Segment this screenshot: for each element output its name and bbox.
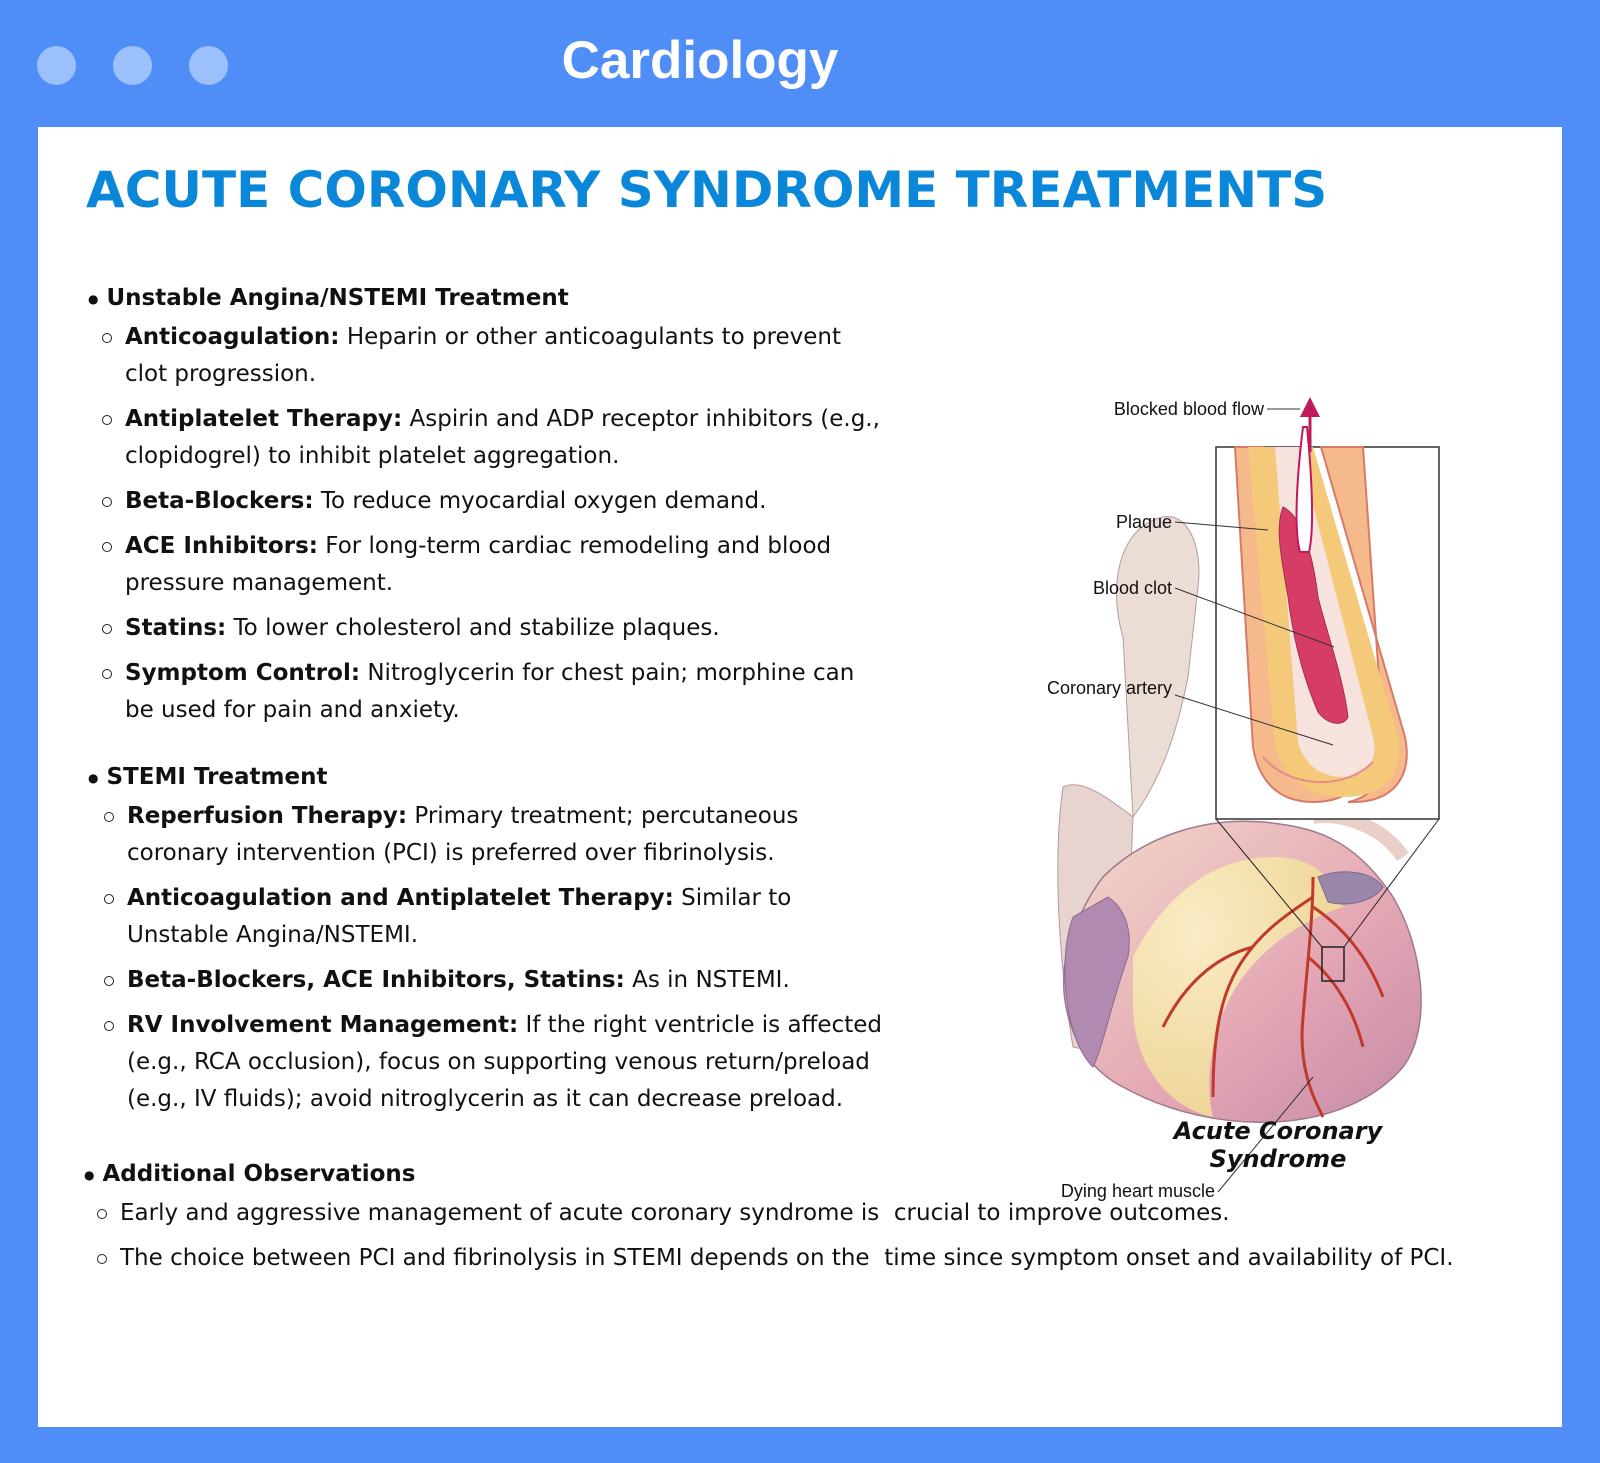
label-plaque: Plaque	[1115, 512, 1172, 532]
item-text: Similar to Unstable Angina/NSTEMI.	[127, 885, 792, 948]
list-item	[101, 1007, 888, 1118]
label-coronary-artery: Coronary artery	[1046, 678, 1172, 698]
title-bar	[0, 0, 1600, 127]
label-blood-clot: Blood clot	[1092, 578, 1172, 598]
item-term: Reperfusion Therapy:	[127, 803, 408, 829]
list-item	[101, 798, 888, 872]
label-dying-heart-muscle: Dying heart muscle	[1060, 1181, 1215, 1201]
section-title	[88, 764, 888, 790]
item-text: Primary treatment; percutaneous coronary intervention (PCI) is preferred over fibrinolysis.	[127, 803, 799, 866]
figure-caption: Acute Coronary Syndrome	[1173, 1117, 1383, 1173]
acs-illustration	[1013, 257, 1453, 1201]
observations-list	[94, 1195, 1484, 1277]
section-title-text: Unstable Angina/NSTEMI Treatment	[106, 285, 569, 311]
section-title-text: Additional Observations	[102, 1161, 416, 1187]
bullet-icon: ●	[88, 770, 99, 785]
list-item	[99, 401, 888, 475]
item-text: Nitroglycerin for chest pain; morphine can be used for pain and anxiety.	[125, 660, 855, 723]
item-term: Anticoagulation:	[125, 324, 340, 350]
nstemi-list	[99, 319, 888, 729]
section-observations	[84, 1161, 1484, 1277]
list-item: The choice between PCI and fibrinolysis in STEMI depends on the time since symptom onset and availability of PCI.	[94, 1240, 1484, 1277]
section-title	[88, 285, 888, 311]
item-term: RV Involvement Management:	[127, 1012, 519, 1038]
bullet-icon: ●	[88, 291, 99, 306]
list-item	[99, 483, 888, 520]
item-text: For long-term cardiac remodeling and blood pressure management.	[125, 533, 832, 596]
item-text: To reduce myocardial oxygen demand.	[313, 488, 767, 514]
list-item	[101, 962, 888, 999]
item-term: Antiplatelet Therapy:	[125, 406, 403, 432]
item-term: Anticoagulation and Antiplatelet Therapy:	[127, 885, 674, 911]
list-item	[101, 880, 888, 954]
artery-inset	[1216, 447, 1439, 819]
list-item: Early and aggressive management of acute coronary syndrome is crucial to improve outcomes.	[94, 1195, 1484, 1232]
app-title: Cardiology	[561, 31, 839, 90]
list-item	[99, 319, 888, 393]
stemi-list	[101, 798, 888, 1118]
page-heading: ACUTE CORONARY SYNDROME TREATMENTS	[86, 161, 1328, 219]
list-item	[99, 655, 888, 729]
bullet-icon: ●	[84, 1167, 95, 1182]
content-panel	[38, 127, 1562, 1427]
item-text: As in NSTEMI.	[624, 967, 790, 993]
item-text: Heparin or other anticoagulants to prevent clot progression.	[125, 324, 842, 387]
item-term: Symptom Control:	[125, 660, 361, 686]
list-item	[99, 528, 888, 602]
list-item	[99, 610, 888, 647]
item-term: Beta-Blockers:	[125, 488, 314, 514]
item-term: ACE Inhibitors:	[125, 533, 318, 559]
section-stemi	[88, 764, 888, 1118]
section-title-text: STEMI Treatment	[106, 764, 328, 790]
label-blocked-blood-flow: Blocked blood flow	[1113, 399, 1264, 419]
item-term: Statins:	[125, 615, 227, 641]
section-nstemi	[88, 285, 888, 729]
item-text: Aspirin and ADP receptor inhibitors (e.g., clopidogrel) to inhibit platelet aggregation.	[125, 406, 880, 469]
item-term: Beta-Blockers, ACE Inhibitors, Statins:	[127, 967, 625, 993]
item-text: To lower cholesterol and stabilize plaques.	[226, 615, 720, 641]
item-text: If the right ventricle is affected (e.g., RCA occlusion), focus on supporting venous return/preload (e.g., IV fluids); avoid nitroglycerin as it can decrease preload.	[127, 1012, 882, 1112]
